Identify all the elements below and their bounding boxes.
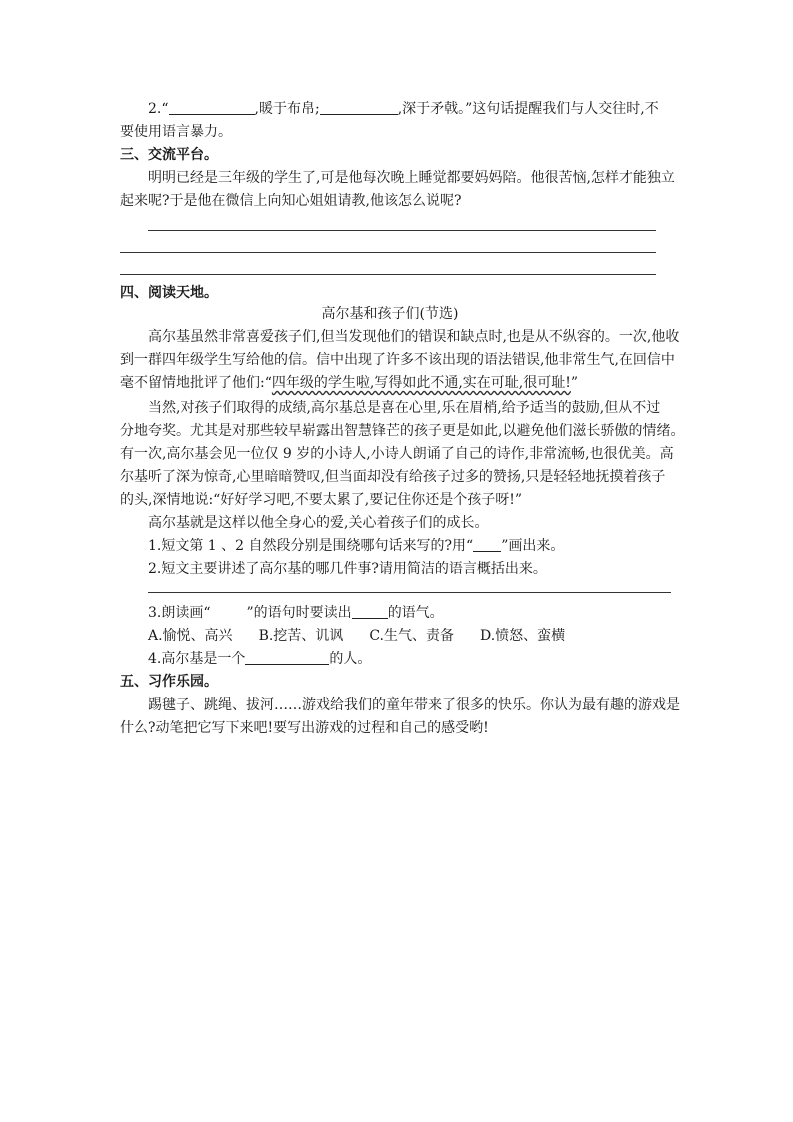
q2-mid: ,暖于布帛; <box>254 101 320 117</box>
reading-q4 <box>148 648 708 670</box>
section-3-heading: 三、交流平台。 <box>120 147 218 163</box>
passage-p2-line-3: 有一次,高尔基会见一位仅 9 岁的小诗人,小诗人朗诵了自己的诗作,非常流畅,也很优美。高 <box>120 446 674 462</box>
section-5-text-1: 踢毽子、跳绳、拔河……游戏给我们的童年带来了很多的快乐。你认为最有趣的游戏是 <box>148 697 680 713</box>
section-3-text-2: 起来呢?于是他在微信上向知心姐姐请教,他该怎么说呢? <box>120 193 462 209</box>
reading-q1-post: ”画出来。 <box>501 538 565 554</box>
passage-p2-line-4: 尔基听了深为惊奇,心里暗暗赞叹,但当面却没有给孩子过多的赞扬,只是轻轻地抚摸着孩子 <box>120 469 666 485</box>
section-5-heading: 五、习作乐园。 <box>120 674 218 690</box>
answer-line-3[interactable] <box>120 274 656 275</box>
reading-q2: 2.短文主要讲述了高尔基的哪几件事?请用简洁的语言概括出来。 <box>148 561 547 577</box>
reading-q1 <box>148 535 708 557</box>
p1-last-post: ” <box>570 375 579 391</box>
passage-title: 高尔基和孩子们(节选) <box>321 306 459 322</box>
reading-q3-options <box>148 625 708 647</box>
wavy-sample <box>211 602 247 616</box>
passage-p2-line-1: 当然,对孩子们取得的成绩,高尔基总是喜在心里,乐在眉梢,给予适当的鼓励,但从不过 <box>148 400 661 416</box>
p1-last-pre: 毫不留情地批评了他们:“ <box>120 375 272 391</box>
q2-blank-1[interactable] <box>169 100 255 115</box>
answer-line-1[interactable] <box>148 230 656 231</box>
q2-continuation: 要使用语言暴力。 <box>120 124 232 140</box>
q2-tail: ,深于矛戟。”这句话提醒我们与人交往时,不 <box>397 101 659 117</box>
reading-q2-answer-line[interactable] <box>148 592 671 593</box>
reading-q3-mid: ”的语句时要读出 <box>246 605 352 621</box>
section-3-text-1: 明明已经是三年级的学生了,可是他每次晚上睡觉都要妈妈陪。他很苦恼,怎样才能独立 <box>148 170 675 186</box>
passage-p1-line-3 <box>120 372 680 394</box>
passage-p1-line-1: 高尔基虽然非常喜爱孩子们,但当发现他们的错误和缺点时,也是从不纵容的。一次,他收 <box>148 329 680 345</box>
reading-q4-pre: 4.高尔基是一个 <box>148 651 246 667</box>
reading-q4-blank[interactable] <box>245 650 329 665</box>
reading-q1-pre: 1.短文第 1 、2 自然段分别是围绕哪句话来写的?用“ <box>148 538 474 554</box>
underline-sample <box>473 537 501 552</box>
option-a[interactable]: A.愉悦、高兴 <box>148 628 233 644</box>
reading-q3-post: 的语气。 <box>387 605 444 621</box>
section-4-heading: 四、阅读天地。 <box>120 285 218 301</box>
option-d[interactable]: D.愤怒、蛮横 <box>479 628 566 644</box>
reading-q3-pre: 3.朗读画“ <box>148 605 211 621</box>
passage-p3: 高尔基就是这样以他全身心的爱,关心着孩子们的成长。 <box>148 515 489 531</box>
option-c[interactable]: C.生气、责备 <box>369 628 454 644</box>
reading-q3-blank[interactable] <box>352 604 388 619</box>
q2-line <box>148 98 708 120</box>
q2-blank-2[interactable] <box>320 100 398 115</box>
section-5-text-2: 什么?动笔把它写下来吧!要写出游戏的过程和自己的感受哟! <box>120 720 489 736</box>
passage-p2-line-5: 的头,深情地说:“好好学习吧,不要太累了,要记住你还是个孩子呀!” <box>120 492 523 508</box>
passage-p1-line-2: 到一群四年级学生写给他的信。信中出现了许多不该出现的语法错误,他非常生气,在回信中 <box>120 352 675 368</box>
reading-q4-post: 的人。 <box>329 651 372 667</box>
wavy-underlined-quote: 四年级的学生啦,写得如此不通,实在可耻,很可耻! <box>271 375 571 391</box>
passage-p2-line-2: 分地夸奖。尤其是对那些较早崭露出智慧锋芒的孩子更是如此,以避免他们滋长骄傲的情绪。 <box>120 423 685 439</box>
q2-lead: 2.“ <box>148 101 169 117</box>
option-b[interactable]: B.挖苦、讥讽 <box>258 628 344 644</box>
answer-line-2[interactable] <box>120 252 656 253</box>
reading-q3 <box>148 602 708 624</box>
